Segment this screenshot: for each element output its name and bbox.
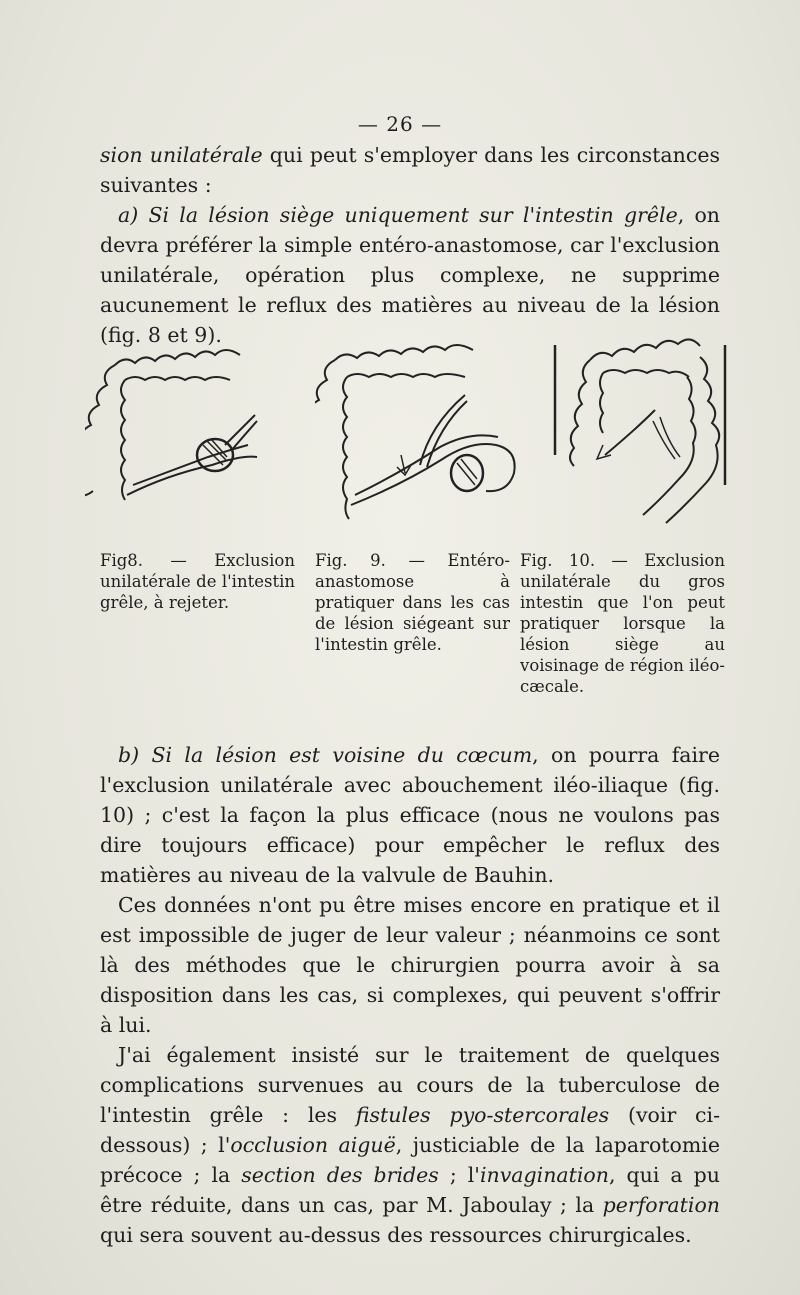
para-d-t6: qui sera souvent au-dessus des ressources chirurgicales. xyxy=(100,1223,692,1247)
para-d-t4: ; l' xyxy=(438,1163,480,1187)
item-b-body: , on pourra faire l'exclusion unilatérale avec abouchement iléo-iliaque (fig. 10) ; c'est la façon la plus efficace (nous ne voulons pas dire toujours efficace) pour empêcher le reflux des matières au niveau de la valvule de Bauhin. xyxy=(100,743,720,887)
item-a-title: Si la lésion siège uniquement sur l'intestin grêle xyxy=(148,203,678,227)
figure-10-drawing xyxy=(545,335,735,545)
item-a-label: a) xyxy=(118,203,149,227)
bottom-text xyxy=(100,740,720,1250)
item-b-title: Si la lésion est voisine du cœcum xyxy=(151,743,533,767)
item-b-label: b) xyxy=(118,743,152,767)
caption-fig-8: Fig8. — Exclusion unilatérale de l'intestin grêle, à rejeter. xyxy=(100,551,295,612)
para-d-i1: fistules pyo-stercorales xyxy=(355,1103,610,1127)
figure-9-drawing xyxy=(315,335,535,545)
caption-fig-9: Fig. 9. — Entéro-anastomose à pratiquer dans les cas de lésion siégeant sur l'intestin grêle. xyxy=(315,551,510,654)
caption-fig-10: Fig. 10. — Exclusion unilatérale du gros intestin que l'on peut pratiquer lorsque la lésion siège au voisinage de région iléo-cæcale. xyxy=(520,551,726,696)
para-d-t3: , justiciable de la laparotomie précoce ; la xyxy=(100,1133,720,1187)
figures-row xyxy=(85,335,735,545)
para-d-i3: section des brides xyxy=(241,1163,439,1187)
para-d-i4: invagination xyxy=(479,1163,609,1187)
para-d-t2: (voir ci-dessous) ; l' xyxy=(100,1103,720,1157)
figure-10 xyxy=(545,335,735,545)
figure-8-drawing xyxy=(85,335,285,545)
top-text xyxy=(100,140,720,350)
para-d-i5: perforation xyxy=(602,1193,720,1217)
item-a-body: , on devra préférer la simple entéro-anastomose, car l'exclusion unilatérale, opération plus complexe, ne supprime aucunement le reflux des matières au niveau de la lésion (fig. 8 et 9). xyxy=(100,203,720,347)
page-number: — 26 — xyxy=(357,112,443,136)
figure-9 xyxy=(315,335,535,545)
intro-paragraph xyxy=(100,140,720,200)
item-a-paragraph xyxy=(100,200,720,350)
paragraph-d xyxy=(100,1040,720,1250)
para-d-t1: J'ai également insisté sur le traitement de quelques complications survenues au cours de la tuberculose de l'intestin grêle : les xyxy=(100,1043,720,1127)
intro-text: qui peut s'employer dans les circonstances suivantes : xyxy=(100,143,720,197)
para-d-i2: occlusion aiguë xyxy=(230,1133,396,1157)
item-b-paragraph xyxy=(100,740,720,890)
figure-8 xyxy=(85,335,285,545)
paragraph-c: Ces données n'ont pu être mises encore en pratique et il est impossible de juger de leur valeur ; néanmoins ce sont là des méthodes que le chirurgien pourra avoir à sa disposition dans les cas, si complexes, qui peuvent s'offrir à lui. xyxy=(100,893,720,1037)
para-d-t5: , qui a pu être réduite, dans un cas, par M. Jaboulay ; la xyxy=(100,1163,720,1217)
intro-italic: sion unilatérale xyxy=(100,143,263,167)
